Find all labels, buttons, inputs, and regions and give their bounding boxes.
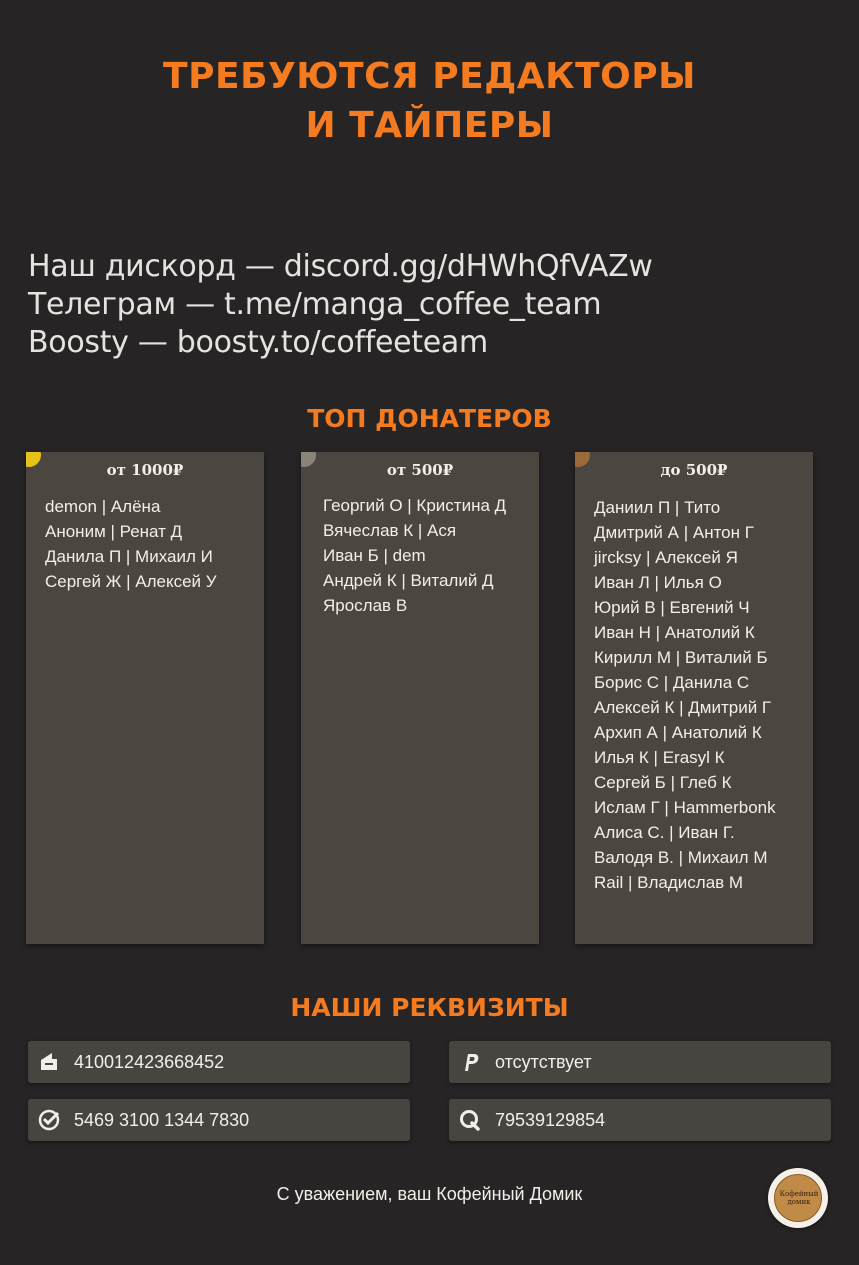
list-item: Кирилл М | Виталий Б	[594, 648, 768, 667]
requisite-paypal[interactable]	[449, 1041, 831, 1083]
requisite-sberbank[interactable]	[28, 1099, 410, 1141]
boosty-link[interactable]: Boosty — boosty.to/coffeeteam	[28, 325, 488, 360]
list-item: Rail | Владислав М	[594, 873, 744, 892]
logo-badge	[774, 1174, 822, 1222]
donor-column-500	[301, 452, 539, 944]
list-item: Иван Л | Илья О	[594, 573, 722, 592]
coffee-house-logo	[768, 1168, 828, 1228]
requisite-value[interactable]: 5469 3100 1344 7830	[74, 1110, 250, 1130]
donor-column-1000	[26, 452, 264, 944]
donor-column-under-500	[575, 452, 813, 944]
list-item: Валодя В. | Михаил М	[594, 848, 768, 867]
logo-text: Кофейный домик	[779, 1190, 819, 1206]
list-item: Борис С | Данила С	[594, 673, 750, 692]
donor-list	[594, 495, 776, 895]
contact-links	[28, 248, 653, 362]
page-title-line-1: ТРЕБУЮТСЯ РЕДАКТОРЫ	[163, 56, 696, 97]
donor-list	[45, 494, 217, 594]
list-item: Алексей К | Дмитрий Г	[594, 698, 772, 717]
page-title	[0, 52, 859, 150]
list-item: Алиса С. | Иван Г.	[594, 823, 735, 842]
requisite-qiwi[interactable]	[449, 1099, 831, 1141]
list-item: Юрий В | Евгений Ч	[594, 598, 750, 617]
footer-signature: С уважением, ваш Кофейный Домик	[276, 1184, 583, 1204]
list-item: Данила П | Михаил И	[45, 547, 213, 566]
list-item: Иван Н | Анатолий К	[594, 623, 755, 642]
paypal-icon	[459, 1051, 481, 1073]
list-item: jircksy | Алексей Я	[594, 548, 738, 567]
requisite-value[interactable]: 410012423668452	[74, 1052, 225, 1072]
list-item: Аноним | Ренат Д	[45, 522, 183, 541]
donors-heading: ТОП ДОНАТЕРОВ	[307, 404, 552, 433]
donor-column-title: от 500₽	[386, 461, 454, 479]
list-item: Дмитрий А | Антон Г	[594, 523, 754, 542]
requisite-value[interactable]: 79539129854	[495, 1110, 606, 1130]
donor-column-title: до 500₽	[660, 461, 728, 479]
list-item: Илья К | Erasyl К	[594, 748, 725, 767]
telegram-link[interactable]: Телеграм — t.me/manga_coffee_team	[28, 287, 602, 322]
requisite-value[interactable]: отсутствует	[495, 1052, 592, 1072]
requisite-yoomoney[interactable]	[28, 1041, 410, 1083]
list-item: Даниил П | Тито	[594, 498, 721, 517]
requisites-heading: НАШИ РЕКВИЗИТЫ	[290, 993, 569, 1022]
sberbank-icon	[38, 1109, 60, 1131]
qiwi-icon	[459, 1109, 481, 1131]
list-item: Андрей К | Виталий Д	[323, 571, 494, 590]
list-item: Ислам Г | Hammerbonk	[594, 798, 776, 817]
donor-column-title: от 1000₽	[106, 461, 184, 479]
list-item: Георгий О | Кристина Д	[323, 496, 507, 515]
yoomoney-icon	[38, 1051, 60, 1073]
discord-link[interactable]: Наш дискорд — discord.gg/dHWhQfVAZw	[28, 249, 653, 284]
list-item: Иван Б | dem	[323, 546, 426, 565]
list-item: Сергей Б | Глеб К	[594, 773, 732, 792]
page-title-line-2: И ТАЙПЕРЫ	[305, 105, 554, 146]
list-item: Сергей Ж | Алексей У	[45, 572, 217, 591]
list-item: Архип А | Анатолий К	[594, 723, 762, 742]
list-item: Вячеслав К | Ася	[323, 521, 457, 540]
list-item: Ярослав В	[323, 596, 408, 615]
list-item: demon | Алёна	[45, 497, 161, 516]
donor-list	[323, 493, 506, 618]
